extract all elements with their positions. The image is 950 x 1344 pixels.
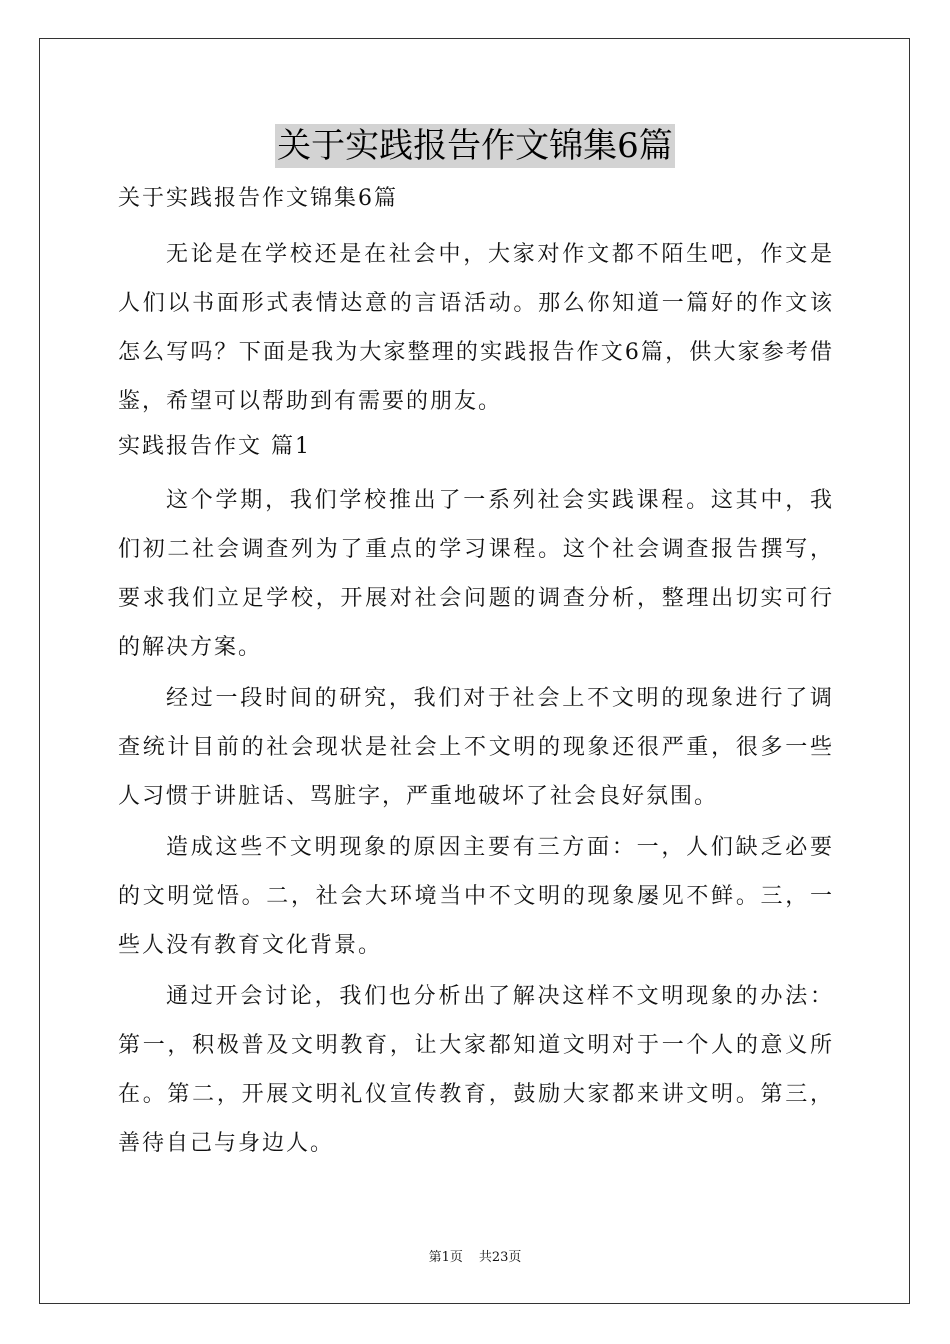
body-paragraph: 造成这些不文明现象的原因主要有三方面：一，人们缺乏必要的文明觉悟。二，社会大环境当中不文明的现象屡见不鲜。三，一些人没有教育文化背景。 — [118, 835, 834, 958]
page-number: 第1页 — [428, 1250, 463, 1265]
body-paragraph: 经过一段时间的研究，我们对于社会上不文明的现象进行了调查统计目前的社会现状是社会上不文明的现象还很严重，很多一些人习惯于讲脏话、骂脏字，严重地破坏了社会良好氛围。 — [118, 686, 834, 809]
document-title: 关于实践报告作文锦集6篇 — [277, 126, 673, 166]
document-subtitle: 关于实践报告作文锦集6篇 — [118, 186, 398, 211]
document-body — [118, 180, 834, 1170]
title-container — [0, 124, 950, 168]
body-paragraph: 这个学期，我们学校推出了一系列社会实践课程。这其中，我们初二社会调查列为了重点的学习课程。这个社会调查报告撰写，要求我们立足学校，开展对社会问题的调查分析，整理出切实可行的解决方案。 — [118, 488, 834, 660]
page-total: 共23页 — [478, 1250, 522, 1265]
section-heading: 实践报告作文 篇1 — [118, 434, 311, 459]
page-footer — [0, 1246, 950, 1265]
intro-paragraph: 无论是在学校还是在社会中，大家对作文都不陌生吧，作文是人们以书面形式表情达意的言语活动。那么你知道一篇好的作文该怎么写吗？下面是我为大家整理的实践报告作文6篇，供大家参考借鉴，希望可以帮助到有需要的朋友。 — [118, 242, 834, 414]
body-paragraph: 通过开会讨论，我们也分析出了解决这样不文明现象的办法：第一，积极普及文明教育，让大家都知道文明对于一个人的意义所在。第二，开展文明礼仪宣传教育，鼓励大家都来讲文明。第三，善待自己与身边人。 — [118, 984, 834, 1156]
